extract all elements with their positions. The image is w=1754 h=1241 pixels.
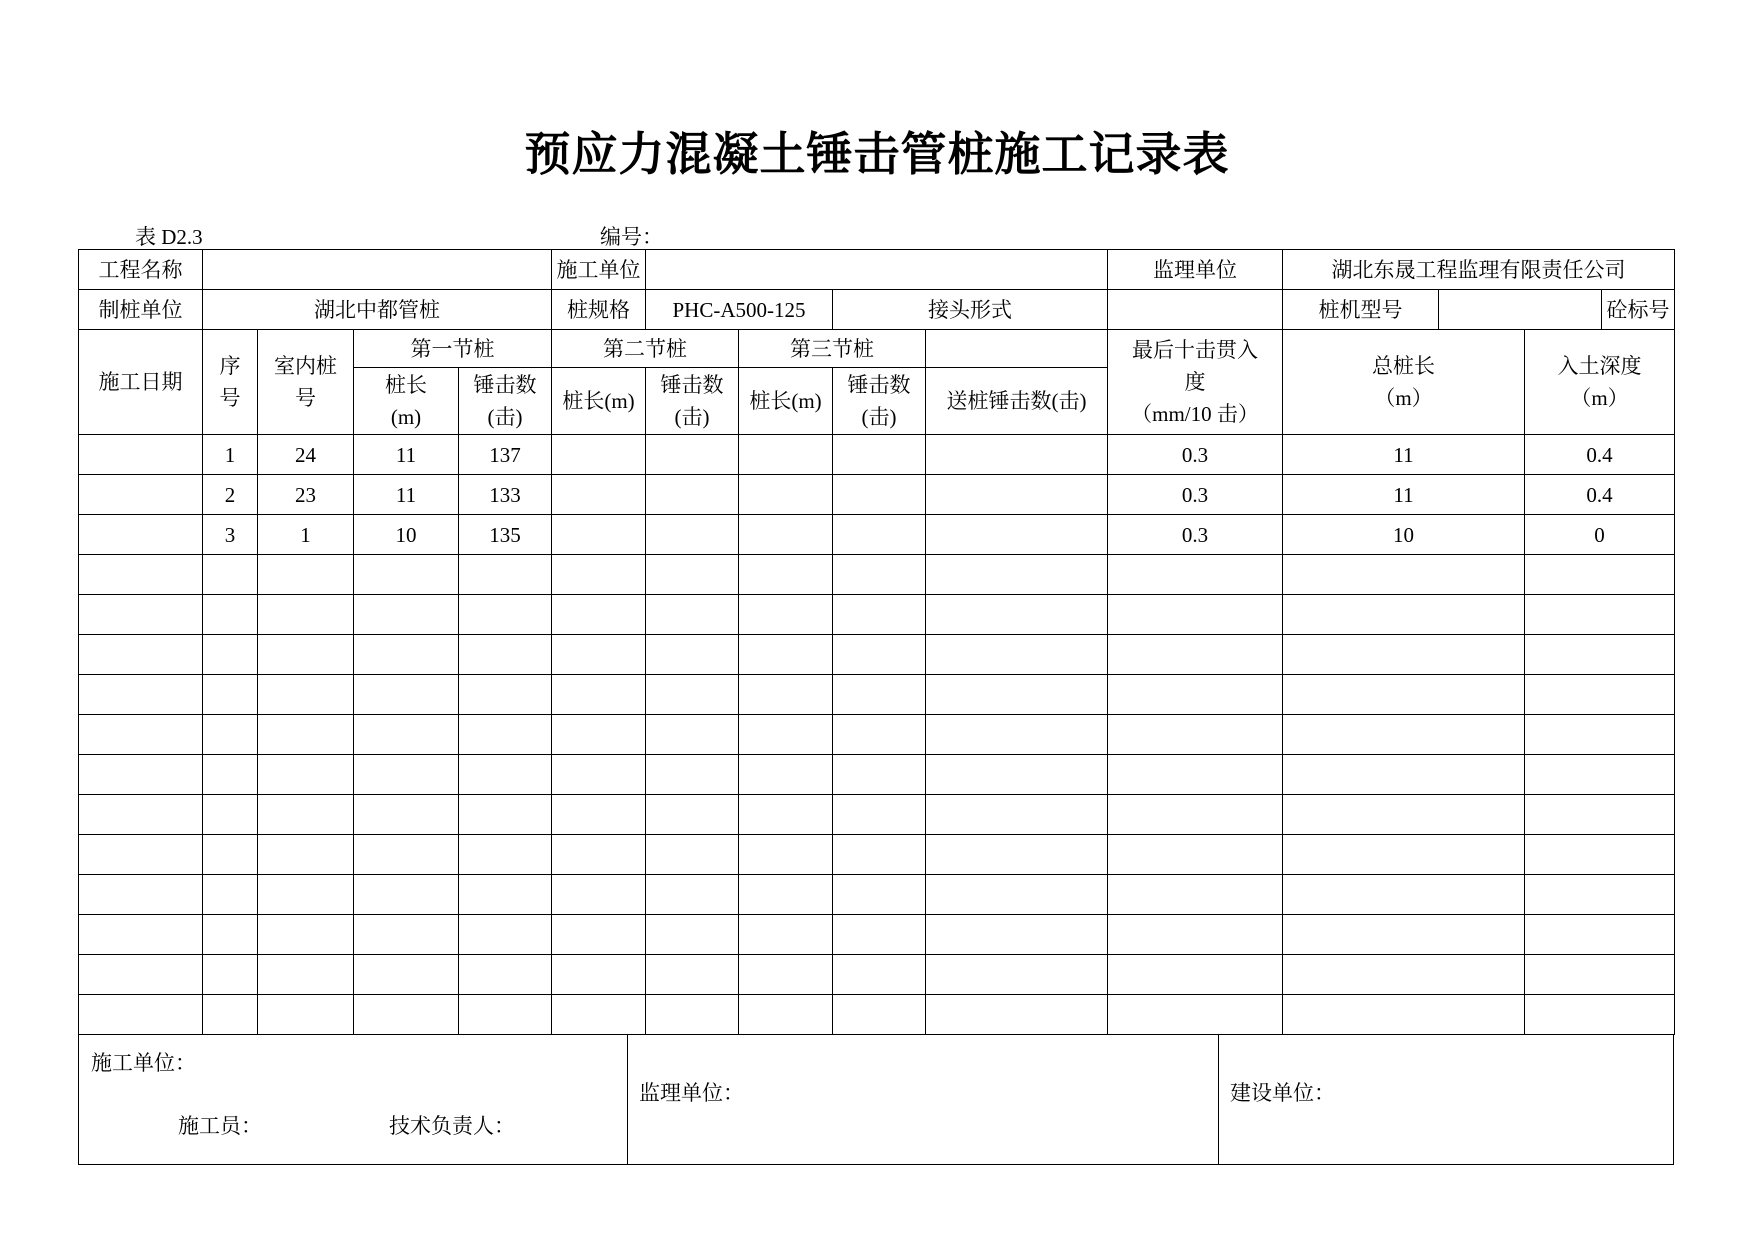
cell-sec1-blows [459, 995, 552, 1035]
cell-sec3-blows [833, 835, 926, 875]
cell-total-length [1283, 955, 1525, 995]
cell-sec3-length [739, 955, 833, 995]
cell-send-blows [926, 755, 1108, 795]
cell-total-length: 11 [1283, 435, 1525, 475]
cell-sec2-blows [646, 955, 739, 995]
cell-sec1-length [354, 915, 459, 955]
cell-sec3-blows [833, 955, 926, 995]
cell-sec3-blows [833, 475, 926, 515]
cell-total-length [1283, 635, 1525, 675]
cell-seq [203, 715, 258, 755]
cell-sec3-length [739, 715, 833, 755]
cell-total-length: 10 [1283, 515, 1525, 555]
cell-indoor-pile-no [258, 995, 354, 1035]
cell-sec2-length [552, 555, 646, 595]
cell-penetration [1108, 995, 1283, 1035]
table-row [79, 755, 1675, 795]
joint-type-value [1108, 290, 1283, 330]
cell-penetration: 0.3 [1108, 435, 1283, 475]
cell-sec2-length [552, 435, 646, 475]
cell-sec1-length [354, 755, 459, 795]
cell-embed-depth [1525, 875, 1675, 915]
cell-embed-depth [1525, 715, 1675, 755]
cell-total-length [1283, 795, 1525, 835]
cell-sec1-blows [459, 875, 552, 915]
cell-sec2-blows [646, 675, 739, 715]
cell-sec3-length [739, 915, 833, 955]
cell-penetration [1108, 795, 1283, 835]
cell-sec2-length [552, 795, 646, 835]
form-title: 预应力混凝土锤击管桩施工记录表 [524, 129, 1230, 180]
table-row [79, 555, 1675, 595]
table-row [79, 475, 1675, 515]
cell-send-blows [926, 515, 1108, 555]
cell-sec3-blows [833, 515, 926, 555]
pile-record-table [78, 249, 1675, 1035]
cell-sec3-blows [833, 635, 926, 675]
cell-penetration [1108, 875, 1283, 915]
table-row [79, 515, 1675, 555]
cell-sec1-length [354, 835, 459, 875]
concrete-grade-label: 砼标号 [1602, 290, 1675, 330]
cell-seq [203, 995, 258, 1035]
cell-embed-depth [1525, 995, 1675, 1035]
cell-total-length [1283, 715, 1525, 755]
cell-date [79, 475, 203, 515]
cell-embed-depth [1525, 955, 1675, 995]
cell-sec2-length [552, 995, 646, 1035]
header-sec3-blows: 锤击数 (击) [833, 368, 926, 435]
cell-sec2-blows [646, 635, 739, 675]
cell-sec3-blows [833, 995, 926, 1035]
cell-sec1-blows: 137 [459, 435, 552, 475]
cell-sec2-blows [646, 595, 739, 635]
cell-sec1-length: 11 [354, 475, 459, 515]
cell-sec2-length [552, 515, 646, 555]
project-name-value [203, 250, 552, 290]
cell-embed-depth [1525, 555, 1675, 595]
table-row [79, 675, 1675, 715]
joint-type-label: 接头形式 [833, 290, 1108, 330]
cell-embed-depth [1525, 755, 1675, 795]
cell-date [79, 795, 203, 835]
cell-embed-depth [1525, 635, 1675, 675]
table-row [79, 955, 1675, 995]
header-penetration: 最后十击贯入 度 （mm/10 击） [1108, 330, 1283, 435]
cell-sec3-blows [833, 555, 926, 595]
project-name-label: 工程名称 [79, 250, 203, 290]
cell-sec3-length [739, 875, 833, 915]
cell-indoor-pile-no: 1 [258, 515, 354, 555]
cell-sec3-length [739, 635, 833, 675]
info-section [79, 250, 1675, 330]
cell-sec3-length [739, 475, 833, 515]
header-total-length: 总桩长 （m） [1283, 330, 1525, 435]
header-date: 施工日期 [79, 330, 203, 435]
header-send-blows: 送桩锤击数(击) [926, 368, 1108, 435]
form-number: 表 D2.3 [135, 225, 203, 249]
cell-sec1-length: 10 [354, 515, 459, 555]
header-section-3: 第三节桩 [739, 330, 926, 368]
cell-seq [203, 675, 258, 715]
cell-sec2-blows [646, 715, 739, 755]
cell-embed-depth [1525, 795, 1675, 835]
cell-sec2-length [552, 835, 646, 875]
cell-indoor-pile-no [258, 635, 354, 675]
cell-date [79, 995, 203, 1035]
pile-spec-label: 桩规格 [552, 290, 646, 330]
cell-penetration [1108, 595, 1283, 635]
cell-sec1-blows: 135 [459, 515, 552, 555]
header-sec3-length: 桩长(m) [739, 368, 833, 435]
cell-penetration [1108, 915, 1283, 955]
cell-indoor-pile-no: 23 [258, 475, 354, 515]
cell-sec1-length [354, 595, 459, 635]
cell-seq: 2 [203, 475, 258, 515]
cell-sec1-length [354, 555, 459, 595]
cell-date [79, 515, 203, 555]
cell-sec2-blows [646, 875, 739, 915]
cell-sec2-length [552, 675, 646, 715]
cell-sec1-length [354, 955, 459, 995]
cell-penetration [1108, 555, 1283, 595]
cell-penetration: 0.3 [1108, 475, 1283, 515]
cell-sec3-blows [833, 675, 926, 715]
table-row [79, 795, 1675, 835]
cell-embed-depth: 0 [1525, 515, 1675, 555]
header-embed-depth: 入土深度 （m） [1525, 330, 1675, 435]
cell-indoor-pile-no: 24 [258, 435, 354, 475]
cell-seq [203, 595, 258, 635]
cell-penetration [1108, 955, 1283, 995]
cell-embed-depth [1525, 915, 1675, 955]
cell-date [79, 435, 203, 475]
header-section-2: 第二节桩 [552, 330, 739, 368]
cell-sec2-length [552, 635, 646, 675]
column-headers [79, 330, 1675, 435]
cell-sec2-blows [646, 835, 739, 875]
cell-sec2-blows [646, 755, 739, 795]
cell-indoor-pile-no [258, 955, 354, 995]
cell-sec3-length [739, 435, 833, 475]
cell-send-blows [926, 435, 1108, 475]
table-row [79, 635, 1675, 675]
cell-sec3-length [739, 515, 833, 555]
cell-seq [203, 795, 258, 835]
cell-sec3-length [739, 835, 833, 875]
cell-indoor-pile-no [258, 755, 354, 795]
manufacturer-value: 湖北中都管桩 [203, 290, 552, 330]
cell-sec1-length [354, 635, 459, 675]
cell-indoor-pile-no [258, 795, 354, 835]
pile-rig-model-value [1439, 290, 1602, 330]
footer-owner-cell [1218, 1035, 1673, 1164]
cell-seq [203, 915, 258, 955]
cell-sec3-blows [833, 595, 926, 635]
cell-sec2-blows [646, 515, 739, 555]
cell-indoor-pile-no [258, 675, 354, 715]
cell-total-length [1283, 875, 1525, 915]
cell-sec3-blows [833, 435, 926, 475]
table-row [79, 995, 1675, 1035]
cell-date [79, 915, 203, 955]
cell-seq: 1 [203, 435, 258, 475]
footer-contractor-cell [79, 1035, 628, 1164]
cell-penetration [1108, 675, 1283, 715]
cell-seq [203, 555, 258, 595]
cell-seq: 3 [203, 515, 258, 555]
cell-date [79, 955, 203, 995]
cell-sec1-blows [459, 755, 552, 795]
cell-sec3-length [739, 995, 833, 1035]
cell-send-blows [926, 715, 1108, 755]
cell-sec3-length [739, 595, 833, 635]
cell-total-length [1283, 675, 1525, 715]
cell-sec1-length [354, 715, 459, 755]
header-section-1: 第一节桩 [354, 330, 552, 368]
footer-owner-label: 建设单位： [1230, 1081, 1335, 1105]
header-seq: 序 号 [203, 330, 258, 435]
data-rows [79, 435, 1675, 1035]
cell-sec2-length [552, 875, 646, 915]
cell-send-blows [926, 675, 1108, 715]
header-sec1-blows: 锤击数 (击) [459, 368, 552, 435]
cell-sec1-blows [459, 715, 552, 755]
cell-embed-depth [1525, 675, 1675, 715]
cell-sec1-blows [459, 835, 552, 875]
supervisor-value: 湖北东晟工程监理有限责任公司 [1283, 250, 1675, 290]
footer-builder-label: 施工员： [178, 1114, 262, 1138]
cell-total-length [1283, 755, 1525, 795]
cell-sec3-blows [833, 915, 926, 955]
cell-date [79, 675, 203, 715]
cell-sec3-blows [833, 755, 926, 795]
cell-send-blows [926, 995, 1108, 1035]
footer-contractor-label: 施工单位： [91, 1051, 196, 1075]
cell-sec1-length [354, 995, 459, 1035]
cell-total-length [1283, 915, 1525, 955]
cell-penetration [1108, 715, 1283, 755]
cell-indoor-pile-no [258, 875, 354, 915]
cell-send-blows [926, 795, 1108, 835]
cell-sec2-length [552, 715, 646, 755]
cell-date [79, 595, 203, 635]
cell-send-blows [926, 635, 1108, 675]
cell-sec3-length [739, 555, 833, 595]
table-row [79, 875, 1675, 915]
cell-sec2-length [552, 475, 646, 515]
cell-seq [203, 835, 258, 875]
cell-sec2-length [552, 755, 646, 795]
table-row [79, 595, 1675, 635]
cell-send-blows [926, 835, 1108, 875]
cell-seq [203, 635, 258, 675]
cell-send-blows [926, 875, 1108, 915]
cell-indoor-pile-no [258, 715, 354, 755]
cell-sec1-blows [459, 915, 552, 955]
cell-sec3-length [739, 755, 833, 795]
cell-date [79, 835, 203, 875]
table-row [79, 835, 1675, 875]
cell-sec3-blows [833, 715, 926, 755]
contractor-value [646, 250, 1108, 290]
cell-send-blows [926, 915, 1108, 955]
footer-supervisor-label: 监理单位： [639, 1081, 744, 1105]
cell-total-length [1283, 835, 1525, 875]
header-sec2-blows: 锤击数 (击) [646, 368, 739, 435]
cell-sec1-length [354, 675, 459, 715]
cell-total-length [1283, 995, 1525, 1035]
signature-footer [78, 1035, 1674, 1165]
cell-send-blows [926, 475, 1108, 515]
cell-sec3-length [739, 795, 833, 835]
cell-penetration [1108, 635, 1283, 675]
cell-total-length [1283, 595, 1525, 635]
cell-sec1-blows [459, 675, 552, 715]
cell-seq [203, 755, 258, 795]
cell-sec2-blows [646, 475, 739, 515]
cell-sec1-blows [459, 635, 552, 675]
cell-sec1-length [354, 875, 459, 915]
header-blank [926, 330, 1108, 368]
cell-send-blows [926, 555, 1108, 595]
supervisor-label: 监理单位 [1108, 250, 1283, 290]
cell-sec2-blows [646, 435, 739, 475]
header-indoor-pile-no: 室内桩 号 [258, 330, 354, 435]
cell-sec1-blows [459, 795, 552, 835]
cell-date [79, 875, 203, 915]
pile-spec-value: PHC-A500-125 [646, 290, 833, 330]
cell-penetration [1108, 755, 1283, 795]
cell-send-blows [926, 595, 1108, 635]
cell-sec2-length [552, 915, 646, 955]
cell-indoor-pile-no [258, 915, 354, 955]
cell-indoor-pile-no [258, 595, 354, 635]
cell-sec2-length [552, 955, 646, 995]
table-row [79, 915, 1675, 955]
cell-date [79, 755, 203, 795]
cell-send-blows [926, 955, 1108, 995]
cell-total-length: 11 [1283, 475, 1525, 515]
cell-sec3-blows [833, 875, 926, 915]
cell-date [79, 555, 203, 595]
cell-penetration [1108, 835, 1283, 875]
cell-seq [203, 955, 258, 995]
cell-penetration: 0.3 [1108, 515, 1283, 555]
cell-sec1-blows: 133 [459, 475, 552, 515]
cell-sec2-blows [646, 795, 739, 835]
table-row [79, 715, 1675, 755]
cell-embed-depth: 0.4 [1525, 435, 1675, 475]
footer-supervisor-cell [627, 1035, 1219, 1164]
pile-rig-model-label: 桩机型号 [1283, 290, 1439, 330]
cell-embed-depth: 0.4 [1525, 475, 1675, 515]
cell-sec2-blows [646, 915, 739, 955]
cell-seq [203, 875, 258, 915]
cell-indoor-pile-no [258, 555, 354, 595]
footer-tech-lead-label: 技术负责人： [389, 1114, 515, 1138]
cell-sec1-length [354, 795, 459, 835]
cell-sec1-blows [459, 955, 552, 995]
cell-total-length [1283, 555, 1525, 595]
header-sec2-length: 桩长(m) [552, 368, 646, 435]
contractor-label: 施工单位 [552, 250, 646, 290]
cell-embed-depth [1525, 835, 1675, 875]
cell-sec1-blows [459, 595, 552, 635]
cell-date [79, 635, 203, 675]
cell-indoor-pile-no [258, 835, 354, 875]
cell-sec2-blows [646, 995, 739, 1035]
cell-sec3-blows [833, 795, 926, 835]
cell-sec1-blows [459, 555, 552, 595]
serial-number-label: 编号： [600, 225, 663, 249]
cell-date [79, 715, 203, 755]
manufacturer-label: 制桩单位 [79, 290, 203, 330]
cell-sec3-length [739, 675, 833, 715]
cell-sec2-blows [646, 555, 739, 595]
cell-sec2-length [552, 595, 646, 635]
table-row [79, 435, 1675, 475]
cell-sec1-length: 11 [354, 435, 459, 475]
header-sec1-length: 桩长 (m) [354, 368, 459, 435]
cell-embed-depth [1525, 595, 1675, 635]
